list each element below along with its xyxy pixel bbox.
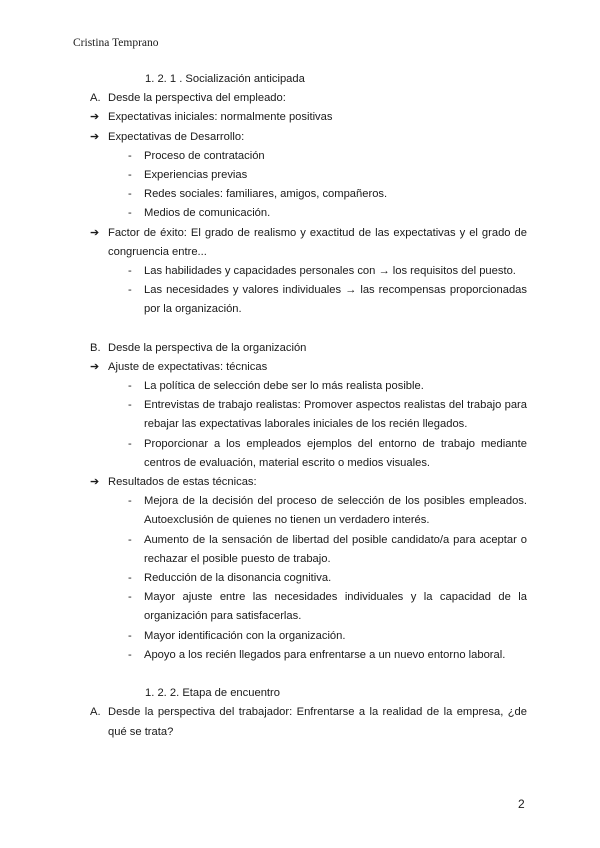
arrow-bullet-icon: ➔ xyxy=(90,226,100,239)
dash-item: - Redes sociales: familiares, amigos, compañeros. xyxy=(0,185,600,204)
arrow-item: ➔ Factor de éxito: El grado de realismo y exactitud de las expectativas y el grado de congruencia entre... xyxy=(0,224,600,262)
dash-bullet: - xyxy=(128,399,132,412)
dash-item: - Las necesidades y valores individuales → las recompensas proporcionadas por la organización. xyxy=(0,281,600,319)
arrow-bullet-icon: ➔ xyxy=(90,130,100,143)
dash-item: - Las habilidades y capacidades personales con → los requisitos del puesto. xyxy=(0,262,600,281)
letter-label: A. xyxy=(90,706,101,719)
dash-item: - Entrevistas de trabajo realistas: Promover aspectos realistas del trabajo para rebajar las expectativas laborales iniciales de los recién llegados. xyxy=(0,396,600,434)
dash-bullet: - xyxy=(128,149,132,162)
dash-bullet: - xyxy=(128,629,132,642)
dash-item: - Medios de comunicación. xyxy=(0,204,600,223)
dash-bullet: - xyxy=(128,188,132,201)
dash-bullet: - xyxy=(128,169,132,182)
dash-bullet: - xyxy=(128,265,132,278)
arrow-bullet-icon: ➔ xyxy=(90,360,100,373)
lettered-item: A. Desde la perspectiva del trabajador: Enfrentarse a la realidad de la empresa, ¿de qué se trata? xyxy=(0,703,600,741)
dash-bullet: - xyxy=(128,495,132,508)
arrow-bullet-icon: ➔ xyxy=(90,476,100,489)
dash-item: - Experiencias previas xyxy=(0,166,600,185)
arrow-bullet-icon: ➔ xyxy=(90,111,100,124)
letter-label: A. xyxy=(90,92,101,105)
arrow-item: ➔ Ajuste de expectativas: técnicas xyxy=(0,358,600,377)
letter-label: B. xyxy=(90,341,101,354)
dash-bullet: - xyxy=(128,380,132,393)
dash-item: - Proceso de contratación xyxy=(0,147,600,166)
dash-item: - Proporcionar a los empleados ejemplos del entorno de trabajo mediante centros de evaluación, material escrito o medios visuales. xyxy=(0,435,600,473)
dash-item: - Mayor ajuste entre las necesidades individuales y la capacidad de la organización para satisfacerlas. xyxy=(0,588,600,626)
dash-item: - Aumento de la sensación de libertad del posible candidato/a para aceptar o rechazar el posible puesto de trabajo. xyxy=(0,531,600,569)
dash-bullet: - xyxy=(128,533,132,546)
page-header: Cristina Temprano xyxy=(73,37,159,49)
lettered-item: B. Desde la perspectiva de la organización xyxy=(0,339,600,358)
dash-bullet: - xyxy=(128,284,132,297)
page-number: 2 xyxy=(518,797,525,811)
dash-item: - La política de selección debe ser lo más realista posible. xyxy=(0,377,600,396)
arrow-item: ➔ Resultados de estas técnicas: xyxy=(0,473,600,492)
arrow-item: ➔ Expectativas de Desarrollo: xyxy=(0,128,600,147)
section-heading: 1. 2. 1 . Socialización anticipada xyxy=(145,73,305,85)
dash-item: - Mejora de la decisión del proceso de selección de los posibles empleados. Autoexclusión de quienes no tienen un verdadero interés. xyxy=(0,492,600,530)
section-heading: 1. 2. 2. Etapa de encuentro xyxy=(145,687,280,700)
dash-item: - Mayor identificación con la organización. xyxy=(0,627,600,646)
lettered-item: A. Desde la perspectiva del empleado: xyxy=(0,89,600,108)
document-body xyxy=(0,70,600,742)
dash-bullet: - xyxy=(128,572,132,585)
dash-bullet: - xyxy=(128,207,132,220)
dash-item: - Apoyo a los recién llegados para enfrentarse a un nuevo entorno laboral. xyxy=(0,646,600,665)
arrow-item: ➔ Expectativas iniciales: normalmente positivas xyxy=(0,108,600,127)
dash-bullet: - xyxy=(128,648,132,661)
dash-bullet: - xyxy=(128,591,132,604)
dash-bullet: - xyxy=(128,437,132,450)
dash-item: - Reducción de la disonancia cognitiva. xyxy=(0,569,600,588)
